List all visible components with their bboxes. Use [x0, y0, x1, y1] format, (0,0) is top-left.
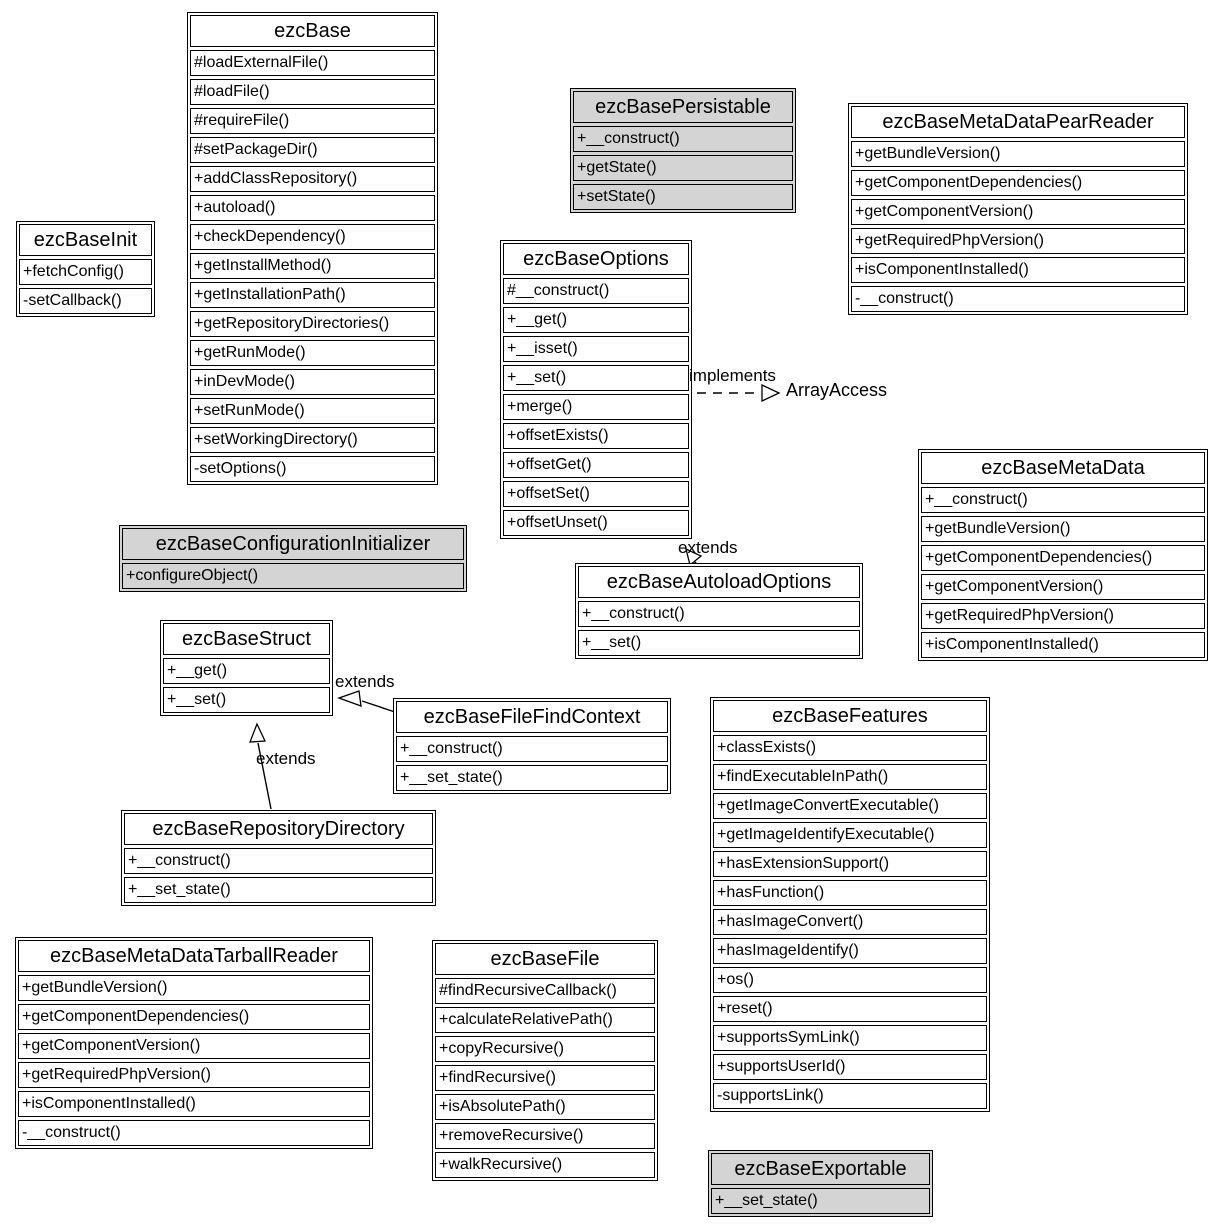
method-row: #loadFile(): [190, 79, 435, 105]
method-row: #requireFile(): [190, 108, 435, 134]
method-row: +getBundleVersion(): [921, 516, 1205, 542]
method-row: -supportsLink(): [713, 1083, 987, 1109]
implements-label: implements: [689, 366, 776, 385]
method-row: +getComponentVersion(): [851, 199, 1185, 225]
class-ezcBaseRepositoryDirectory: [121, 810, 436, 906]
method-row: +fetchConfig(): [19, 259, 152, 285]
method-row: #__construct(): [503, 278, 689, 304]
method-row: +isAbsolutePath(): [435, 1094, 655, 1120]
extends-label-autoloadoptions: extends: [678, 538, 738, 557]
method-row: +supportsUserId(): [713, 1054, 987, 1080]
implements-arrow: [697, 385, 779, 401]
method-row: #findRecursiveCallback(): [435, 978, 655, 1004]
class-title: ezcBaseExportable: [711, 1153, 930, 1185]
method-row: +hasImageConvert(): [713, 909, 987, 935]
method-row: +getState(): [573, 155, 793, 181]
method-row: +isComponentInstalled(): [18, 1091, 370, 1117]
method-row: +__set_state(): [396, 765, 668, 791]
class-title: ezcBaseRepositoryDirectory: [124, 813, 433, 845]
method-row: +getImageIdentifyExecutable(): [713, 822, 987, 848]
method-row: +removeRecursive(): [435, 1123, 655, 1149]
method-row: +autoload(): [190, 195, 435, 221]
class-title: ezcBaseInit: [19, 224, 152, 256]
method-row: +classExists(): [713, 735, 987, 761]
class-ezcBaseFileFindContext: [393, 698, 671, 794]
method-row: +__construct(): [573, 126, 793, 152]
class-ezcBaseFile: [432, 940, 658, 1181]
class-title: ezcBaseMetaData: [921, 452, 1205, 484]
class-title: ezcBaseConfigurationInitializer: [122, 528, 464, 560]
method-row: +__construct(): [578, 601, 860, 627]
method-row: +getComponentDependencies(): [18, 1004, 370, 1030]
method-row: +hasExtensionSupport(): [713, 851, 987, 877]
method-row: +supportsSymLink(): [713, 1025, 987, 1051]
class-title: ezcBaseOptions: [503, 243, 689, 275]
method-row: +__construct(): [396, 736, 668, 762]
method-row: +getComponentDependencies(): [921, 545, 1205, 571]
method-row: +addClassRepository(): [190, 166, 435, 192]
method-row: +checkDependency(): [190, 224, 435, 250]
method-row: +walkRecursive(): [435, 1152, 655, 1178]
class-ezcBaseMetaData: [918, 449, 1208, 661]
method-row: +__construct(): [124, 848, 433, 874]
method-row: +getComponentDependencies(): [851, 170, 1185, 196]
method-row: +offsetUnset(): [503, 510, 689, 536]
method-row: +getBundleVersion(): [18, 975, 370, 1001]
class-title: ezcBaseStruct: [163, 623, 330, 655]
method-row: +setWorkingDirectory(): [190, 427, 435, 453]
class-title: ezcBaseFile: [435, 943, 655, 975]
method-row: +__set(): [578, 630, 860, 656]
class-ezcBaseOptions: [500, 240, 692, 539]
method-row: +__set_state(): [124, 877, 433, 903]
interface-arrayaccess-label: ArrayAccess: [786, 380, 888, 400]
method-row: +findExecutableInPath(): [713, 764, 987, 790]
method-row: +getBundleVersion(): [851, 141, 1185, 167]
method-row: -setCallback(): [19, 288, 152, 314]
class-ezcBase: [187, 12, 438, 485]
method-row: +findRecursive(): [435, 1065, 655, 1091]
method-row: +inDevMode(): [190, 369, 435, 395]
method-row: +getRepositoryDirectories(): [190, 311, 435, 337]
extends-label-filefindcontext: extends: [335, 672, 395, 691]
class-title: ezcBaseFileFindContext: [396, 701, 668, 733]
method-row: +getRequiredPhpVersion(): [921, 603, 1205, 629]
extends-arrow-filefindcontext: [339, 691, 395, 712]
class-ezcBasePersistable: [570, 88, 796, 213]
method-row: +getComponentVersion(): [18, 1033, 370, 1059]
method-row: -__construct(): [18, 1120, 370, 1146]
method-row: +getRequiredPhpVersion(): [18, 1062, 370, 1088]
method-row: +configureObject(): [122, 563, 464, 589]
method-row: +__isset(): [503, 336, 689, 362]
method-row: +getInstallationPath(): [190, 282, 435, 308]
method-row: +copyRecursive(): [435, 1036, 655, 1062]
method-row: +__set(): [163, 687, 330, 713]
class-title: ezcBaseFeatures: [713, 700, 987, 732]
class-ezcBaseConfigurationInitializer: [119, 525, 467, 592]
class-title: ezcBaseMetaDataPearReader: [851, 106, 1185, 138]
method-row: -__construct(): [851, 286, 1185, 312]
method-row: +offsetGet(): [503, 452, 689, 478]
method-row: -setOptions(): [190, 456, 435, 482]
method-row: +__get(): [503, 307, 689, 333]
class-ezcBaseFeatures: [710, 697, 990, 1112]
method-row: +__set(): [503, 365, 689, 391]
method-row: +getRequiredPhpVersion(): [851, 228, 1185, 254]
method-row: +calculateRelativePath(): [435, 1007, 655, 1033]
class-ezcBaseInit: [16, 221, 155, 317]
extends-label-repositorydirectory: extends: [256, 749, 316, 768]
method-row: +isComponentInstalled(): [921, 632, 1205, 658]
class-ezcBaseExportable: [708, 1150, 933, 1217]
method-row: +getComponentVersion(): [921, 574, 1205, 600]
method-row: +isComponentInstalled(): [851, 257, 1185, 283]
method-row: +os(): [713, 967, 987, 993]
method-row: +reset(): [713, 996, 987, 1022]
method-row: +hasFunction(): [713, 880, 987, 906]
class-ezcBaseMetaDataTarballReader: [15, 937, 373, 1149]
method-row: +setState(): [573, 184, 793, 210]
class-ezcBaseStruct: [160, 620, 333, 716]
method-row: +__set_state(): [711, 1188, 930, 1214]
class-ezcBaseAutoloadOptions: [575, 563, 863, 659]
method-row: +offsetExists(): [503, 423, 689, 449]
method-row: +hasImageIdentify(): [713, 938, 987, 964]
method-row: +merge(): [503, 394, 689, 420]
method-row: +getImageConvertExecutable(): [713, 793, 987, 819]
class-title: ezcBase: [190, 15, 435, 47]
method-row: +offsetSet(): [503, 481, 689, 507]
class-title: ezcBaseMetaDataTarballReader: [18, 940, 370, 972]
method-row: +setRunMode(): [190, 398, 435, 424]
method-row: +getInstallMethod(): [190, 253, 435, 279]
class-ezcBaseMetaDataPearReader: [848, 103, 1188, 315]
method-row: #setPackageDir(): [190, 137, 435, 163]
class-title: ezcBasePersistable: [573, 91, 793, 123]
method-row: +getRunMode(): [190, 340, 435, 366]
method-row: +__get(): [163, 658, 330, 684]
method-row: #loadExternalFile(): [190, 50, 435, 76]
method-row: +__construct(): [921, 487, 1205, 513]
class-title: ezcBaseAutoloadOptions: [578, 566, 860, 598]
